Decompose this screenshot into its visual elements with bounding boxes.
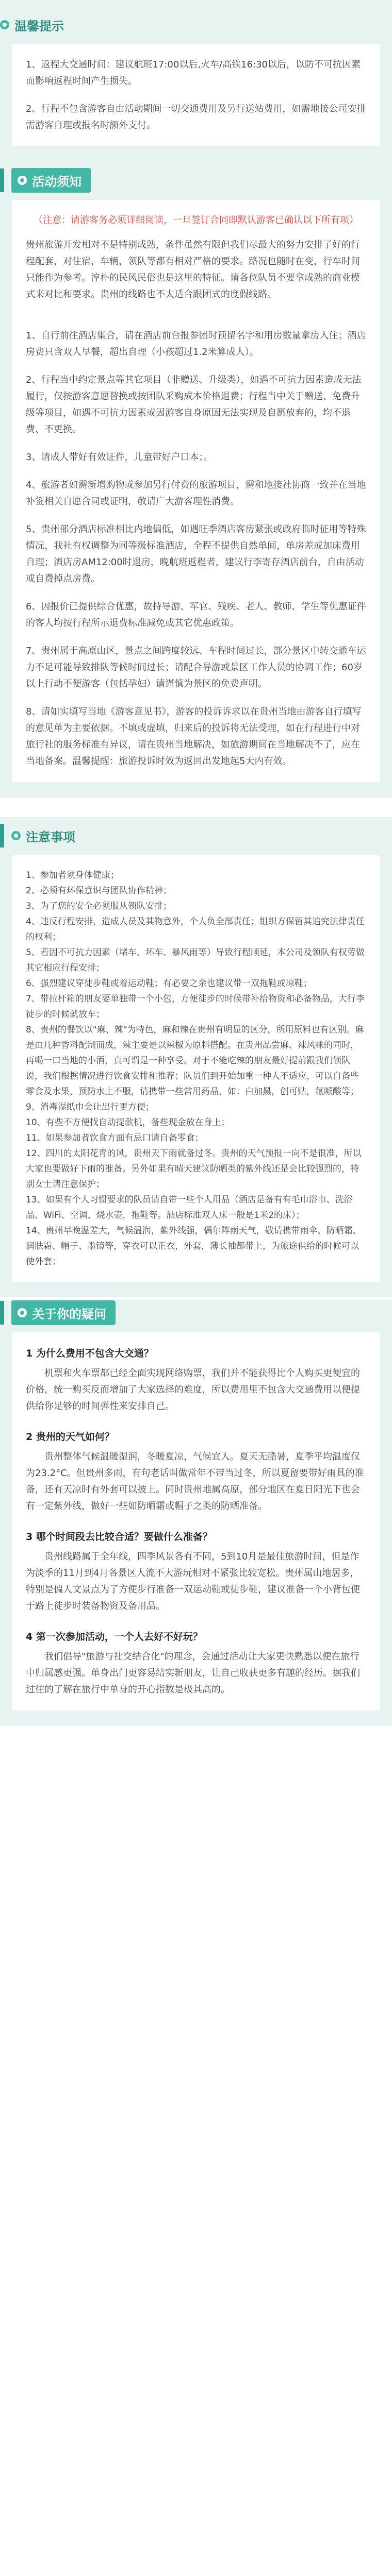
bullet-circle-icon bbox=[18, 176, 27, 185]
faq-section bbox=[0, 1300, 392, 1726]
attention-section bbox=[0, 817, 392, 1297]
notice-item: 4、旅游者如需新增购物或参加另行付费的旅游项目，需和地接社协商一致并在当地补签相关自愿合同或证明，敬请广大游客理性消费。 bbox=[26, 480, 366, 507]
notice-header bbox=[0, 168, 392, 193]
notice-warning: （注意：请游客务必须详细阅读，一旦签订合同即默认游客已确认以下所有项） bbox=[34, 215, 358, 226]
attention-item: 2、必须有环保意识与团队协作精神； bbox=[26, 886, 172, 896]
tips-section bbox=[0, 0, 392, 162]
tips-header bbox=[0, 12, 392, 37]
notice-item: 5、贵州部分酒店标准相比内地偏低，如遇旺季酒店客房紧张或政府临时征用等特殊情况，我社有权调整为同等级标准酒店，全程不提供自然单间，单房差或加床费用自理；酒店房AM12:00时退房，晚航班返程者，建议行李寄存酒店前台，自由活动或自费掉点房费。 bbox=[26, 524, 366, 584]
faq-title-pill bbox=[11, 1300, 116, 1325]
attention-item: 9、消毒湿纸巾会让出行更方便； bbox=[26, 1102, 154, 1112]
faq-question: 1 为什么费用不包含大交通？ bbox=[26, 1348, 154, 1359]
attention-item: 3、为了您的安全必须服从领队安排； bbox=[26, 901, 172, 911]
faq-header-bar bbox=[0, 1301, 4, 1325]
attention-item: 13、如果有个人习惯要求的队员请自带一些个人用品（酒店是备有有毛巾浴巾、洗浴品、WiFi、空调、烧水壶，拖鞋等。酒店标准双人床一般是1米2的床）； bbox=[26, 1195, 353, 1221]
notice-header-bar bbox=[0, 168, 4, 192]
attention-item: 8、贵州的餐饮以"麻、辣"为特色，麻和辣在贵州有明显的区分，所用原料也有区别。麻是由几种香料配制而成，辣主要是以辣椒为原料搭配。在贵州品尝麻、辣风味的同时，再喝一口当地的小酒，真可谓是一种享受。对于不能吃辣的朋友最好提前跟我们领队说，我们根据情况进行饮食安排和推荐；队员们到开始加重一种人不适应，可以自备些零食及水果，预防水土不服，请携带一些常用药品，如：白加黑，创可贴，氟哌酸等； bbox=[26, 1025, 364, 1097]
attention-card bbox=[12, 855, 380, 1282]
attention-item: 4、违反行程安排，造成人员及其物意外，个人负全部责任；组织方保留其追究法律责任的权利； bbox=[26, 917, 365, 942]
faq-question: 2 贵州的天气如何？ bbox=[26, 1431, 115, 1443]
faq-card bbox=[12, 1332, 380, 1710]
notice-title-pill bbox=[11, 168, 91, 193]
notice-item: 1、自行前往酒店集合，请在酒店前台报参团时预留名字和用房数量拿房入住；酒店房费只含双人早餐，超出自理（小孩超过1.2米算成人）。 bbox=[26, 330, 366, 358]
notice-item: 8、请如实填写当地《游客意见书》，游客的投诉诉求以在贵州当地由游客自行填写的意见单为主要依据。不填或虚填，归来后的投诉将无法受理，如在行程进行中对旅行社的服务标准有异议，请在贵州当地解决，如旅游期间在当地解决不了，应在当地备案。温馨提醒：旅游投诉时效为返回出发地起5天内有效。 bbox=[26, 706, 362, 767]
tips-card bbox=[12, 44, 380, 146]
attention-header bbox=[0, 823, 392, 848]
attention-item: 10、有些不方便找自动提款机，备些现金放在身上； bbox=[26, 1117, 230, 1128]
notice-item: 7、贵州属于高原山区，景点之间跨度较远、车程时间过长，部分景区中转交通车运力不足可能导致排队等候时间过长；请配合导游或景区工作人员的协调工作；60岁以上行动不便游客（包括孕妇）请谨慎为景区的免费声明。 bbox=[26, 646, 366, 689]
notice-item: 6、因报价已提供综合优惠，故持导游、军官、残疾、老人、教师、学生等优惠证件的客人均按行程所示退费标准减免或其它优惠政策。 bbox=[26, 601, 366, 629]
attention-item: 5、若因不可抗力因素（堵车、坏车、暴风雨等）导致行程顺延，本公司及领队有权劳做其它相应行程安排； bbox=[26, 947, 365, 973]
notice-card bbox=[12, 200, 380, 782]
faq-answer: 我们倡导"旅游与社交结合化"的理念，会通过活动让大家更快熟悉以便在旅行中归属感更强。单身出门更容易结实新朋友，让自己收获更多有趣的经历。据我们过往的了解在旅行中单身的开心指数是极其高的。 bbox=[26, 1651, 360, 1695]
faq-question: 3 哪个时间段去比较合适？要做什么准备？ bbox=[26, 1531, 213, 1543]
attention-item: 7、带拉杆箱的朋友要单独带一个小包，方便徒步的时候带补给物资和必备物品，大行李徒步的时候就放车； bbox=[26, 994, 365, 1020]
faq-question: 4 第一次参加活动，一个人去好不好玩？ bbox=[26, 1631, 203, 1642]
notice-title: 活动须知 bbox=[32, 174, 81, 189]
notice-section bbox=[0, 162, 392, 798]
bullet-circle-icon bbox=[0, 20, 9, 29]
attention-item: 11、如果参加者饮食方面有忌口请自备零食； bbox=[26, 1133, 204, 1143]
tips-item: 2、行程不包含游客自由活动期间一切交通费用及另行送站费用，如需地接公司安排需游客自理或报名时额外支付。 bbox=[26, 104, 366, 131]
faq-answer: 机票和火车票都已经全面实现网络购票，我们并不能获得比个人购买更便宜的价格，统一购买反而增加了大家选择的难度，所以费用里不包含大交通费用以便提供给你足够的时间弹性来安排自己。 bbox=[26, 1368, 360, 1412]
bullet-circle-icon bbox=[18, 1308, 27, 1317]
bullet-circle-icon bbox=[11, 831, 21, 840]
attention-item: 14、贵州早晚温差大，气候温润，紫外线强，偶尔阵雨天气，敬请携带雨伞、防晒霜、润肤霜、帽子、墨镜等，穿衣可以正衣，外套，薄长袖都带上，为旅途供给的时候可以使外套； bbox=[26, 1226, 362, 1267]
faq-answer: 贵州线路属于全年线，四季风景各有不同，5到10月是最佳旅游时间，但是作为淡季的11月到4月各景区人流不大游玩相对不紧张比较宽松。贵州属山地居多，特别是偏人文景点为了方便步行准备一双运动鞋或徒步鞋，建议准备一个小背包便于路上徒步时装备物资及备用品。 bbox=[26, 1551, 360, 1612]
tips-item: 1、返程大交通时间：建议航班17:00以后,火车/高铁16:30以后，以防不可抗因素而影响返程时间产生损失。 bbox=[26, 59, 361, 87]
notice-item: 贵州旅游开发相对不是特别成熟，条件虽然有限但我们尽最大的努力安排了好的行程配套，对住宿，车辆，领队等都有相对严格的要求。路况也随时在变，行车时间只能作为参考。淳朴的民风民俗也是这里的特征。请各位队员不要拿成熟的商业模式来对比和要求。贵州的线路也不太适合跟团式的度假线路。 bbox=[26, 240, 360, 300]
faq-answer: 贵州整体气候温暖湿润，冬暖夏凉，气候宜人。夏天无酷暑，夏季平均温度仅为23.2°C。但贵州多雨，有句老话叫做常年不带当过冬，所以夏留要带好雨具的准备，还有天凉时有外套可以披上。同时贵州地属高原，部分地区在夏日阳光下也会有一定紫外线，做好一些如防晒霜或帽子之类的防晒准备。 bbox=[26, 1451, 364, 1512]
section-spacer bbox=[0, 798, 392, 817]
attention-item: 6、强烈建议穿徒步鞋或着运动鞋；有必要之余也建议带一双拖鞋或凉鞋； bbox=[26, 978, 312, 989]
notice-item: 3、请成人带好有效证件，儿童带好户口本；。 bbox=[26, 452, 213, 463]
faq-header bbox=[0, 1300, 392, 1325]
attention-item: 12、四川的太阳花青的风，贵州天下雨就备过冬。贵州的天气预报一向不是很准，所以大家也要做好下雨的准备。另外如果有晴天建议防晒类的紫外线还是会比较强烈的，特别女士请注意保护； bbox=[26, 1148, 362, 1190]
attention-item: 1、参加者须身体健康； bbox=[26, 870, 119, 880]
tips-title: 温馨提示 bbox=[14, 19, 64, 33]
tips-title-pill bbox=[0, 12, 73, 37]
faq-title: 关于你的疑问 bbox=[32, 1307, 106, 1321]
attention-header-bar bbox=[0, 824, 4, 848]
attention-title-pill bbox=[11, 823, 85, 848]
notice-item: 2、行程当中约定景点等其它项目（非赠送、升级类），如遇不可抗力因素造成无法履行，仅按游客意愿替换或按团队采购成本价格退费；行程当中关于赠送、免费升级等项目，如遇不可抗力因素或因游客自身原因无法实现及自愿放弃的，均不退费、不更换。 bbox=[26, 375, 362, 435]
attention-title: 注意事项 bbox=[26, 829, 75, 844]
